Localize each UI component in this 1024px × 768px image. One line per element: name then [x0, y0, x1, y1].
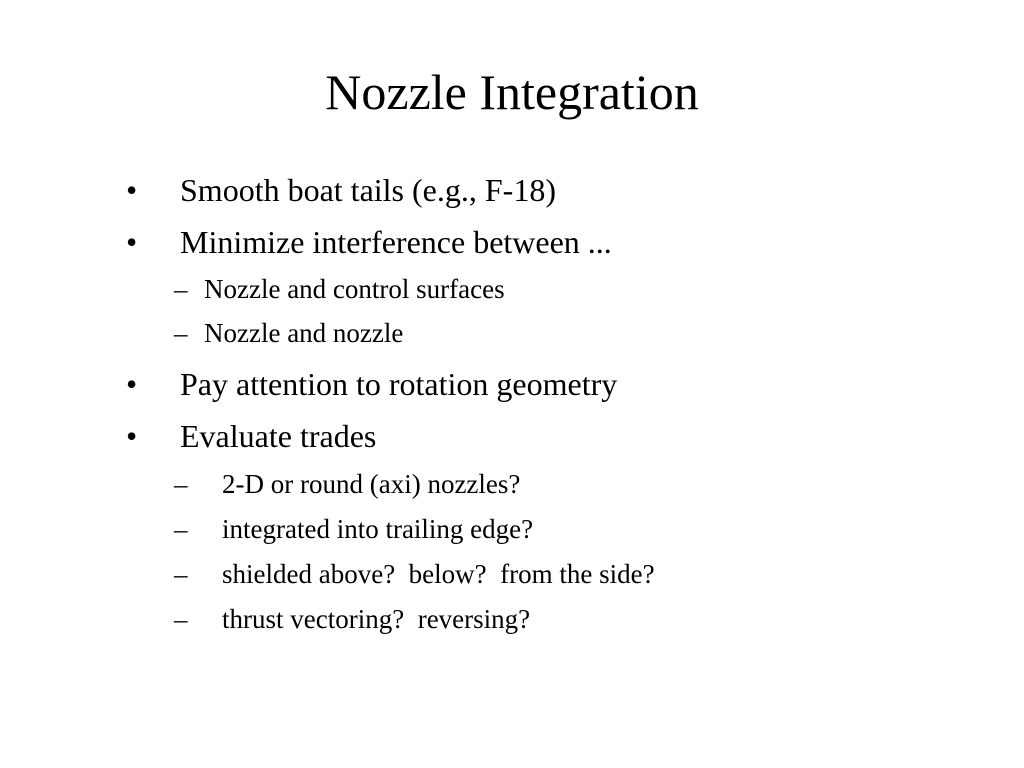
dash-marker: –: [174, 274, 188, 304]
sub-bullet-text: integrated into trailing edge?: [222, 514, 534, 544]
dash-marker: –: [174, 469, 188, 499]
sub-bullet-text: 2-D or round (axi) nozzles?: [222, 469, 521, 499]
sub-bullet-text: Nozzle and nozzle: [204, 318, 404, 348]
bullet-marker: •: [126, 224, 138, 260]
bullet-text: Smooth boat tails (e.g., F-18): [180, 172, 556, 208]
sub-bullet-text: thrust vectoring? reversing?: [222, 604, 531, 634]
dash-marker: –: [174, 318, 188, 348]
slide-title: Nozzle Integration: [325, 64, 699, 120]
bullet-text: Evaluate trades: [180, 418, 377, 454]
sub-bullet-text: Nozzle and control surfaces: [204, 274, 505, 304]
bullet-marker: •: [126, 172, 138, 208]
bullet-marker: •: [126, 418, 138, 454]
dash-marker: –: [174, 514, 188, 544]
dash-marker: –: [174, 559, 188, 589]
bullet-marker: •: [126, 366, 138, 402]
bullet-text: Pay attention to rotation geometry: [180, 366, 618, 402]
bullet-text: Minimize interference between ...: [180, 224, 612, 260]
sub-bullet-text: shielded above? below? from the side?: [222, 559, 655, 589]
dash-marker: –: [174, 604, 188, 634]
